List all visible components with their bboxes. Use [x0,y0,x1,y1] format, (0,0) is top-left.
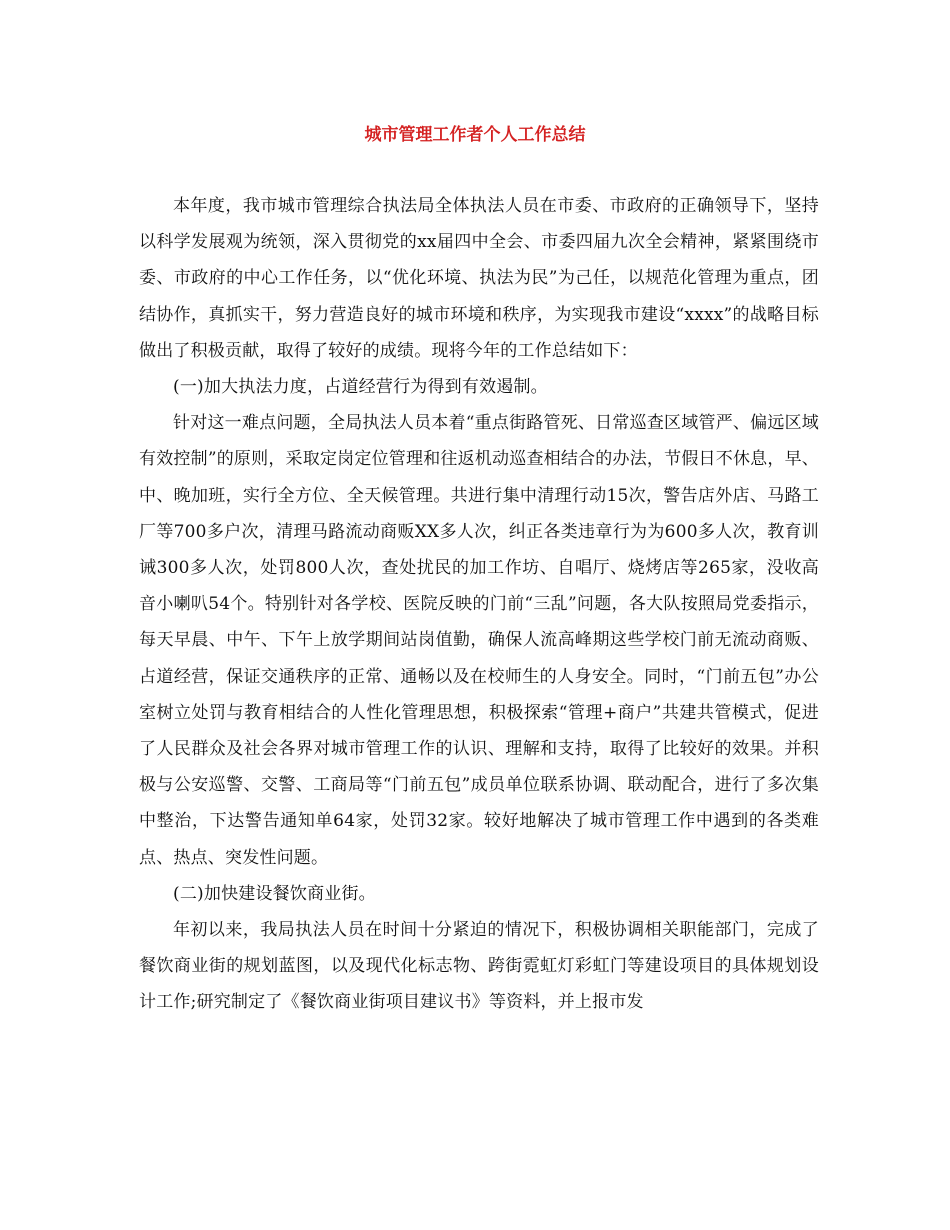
section-heading-2: (二)加快建设餐饮商业街。 [173,883,376,904]
section-heading-1: (一)加大执法力度，占道经营行为得到有效遏制。 [173,377,548,398]
document-title: 城市管理工作者个人工作总结 [364,125,586,145]
paragraph-section-2: 年初以来，我局执法人员在时间十分紧迫的情况下，积极协调相关职能部门，完成了餐饮商业街的规划蓝图，以及现代化标志物、跨街霓虹灯彩虹门等建设项目的具体规划设计工作;研究制定了《餐饮商业街项目建议书》等资料，并上报市发 [139,920,819,1013]
document-body [139,188,819,1021]
paragraph-intro: 本年度，我市城市管理综合执法局全体执法人员在市委、市政府的正确领导下，坚持以科学发展观为统领，深入贯彻党的xx届四中全会、市委四届九次全会精神，紧紧围绕市委、市政府的中心工作任务，以“优化环境、执法为民”为己任，以规范化管理为重点，团结协作，真抓实干，努力营造良好的城市环境和秩序，为实现我市建设“xxxx”的战略目标做出了积极贡献，取得了较好的成绩。现将今年的工作总结如下： [139,196,819,361]
paragraph-section-1: 针对这一难点问题，全局执法人员本着“重点街路管死、日常巡查区域管严、偏远区域有效控制”的原则，采取定岗定位管理和往返机动巡查相结合的办法，节假日不休息，早、中、晚加班，实行全方位、全天候管理。共进行集中清理行动15次，警告店外店、马路工厂等700多户次，清理马路流动商贩XX多人次，纠正各类违章行为为600多人次，教育训诫300多人次，处罚800人次，查处扰民的加工作坊、自唱厅、烧烤店等265家，没收高音小喇叭54个。特别针对各学校、医院反映的门前“三乱”问题，各大队按照局党委指示，每天早晨、中午、下午上放学期间站岗值勤，确保人流高峰期这些学校门前无流动商贩、占道经营，保证交通秩序的正常、通畅以及在校师生的人身安全。同时，“门前五包”办公室树立处罚与教育相结合的人性化管理思想，积极探索“管理+商户”共建共管模式，促进了人民群众及社会各界对城市管理工作的认识、理解和支持，取得了比较好的效果。并积极与公安巡警、交警、工商局等“门前五包”成员单位联系协调、联动配合，进行了多次集中整治，下达警告通知单64家，处罚32家。较好地解决了城市管理工作中遇到的各类难点、热点、突发性问题。 [139,413,819,868]
